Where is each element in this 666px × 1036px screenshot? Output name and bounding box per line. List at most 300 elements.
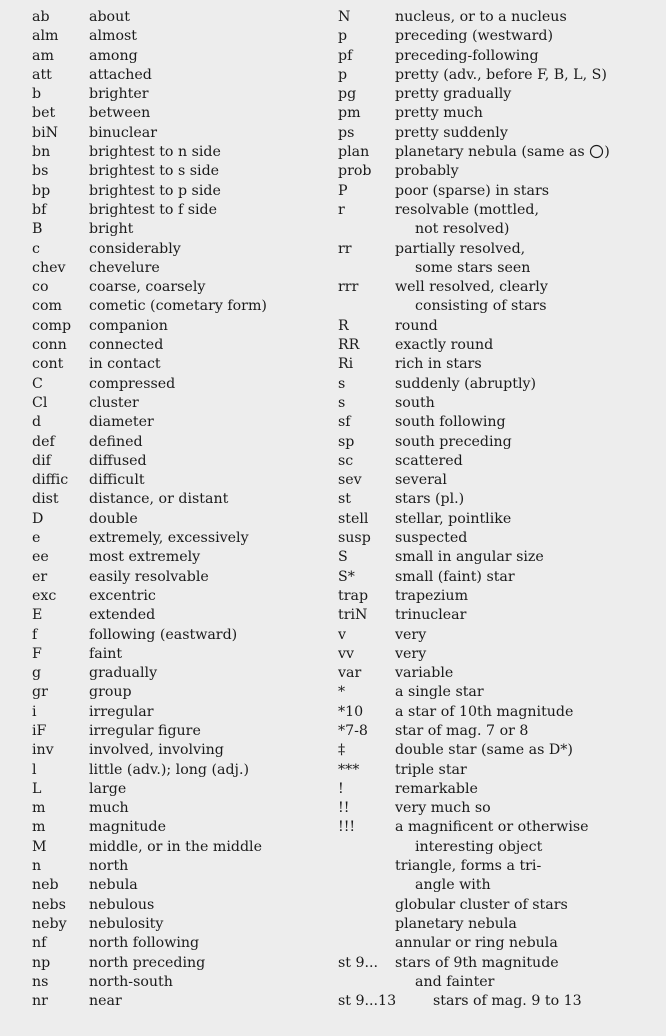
meaning-text: faint: [89, 645, 123, 662]
meaning-text: nebulous: [89, 896, 155, 913]
abbreviation-entry: [32, 8, 332, 27]
abbreviation: n: [32, 858, 42, 875]
abbreviation-entry: [32, 722, 332, 741]
meaning: [89, 818, 332, 837]
abbreviation: ab: [32, 9, 50, 25]
meaning: [89, 857, 332, 876]
abbreviation-entry: [338, 452, 660, 471]
abbreviation-entry: [32, 548, 332, 567]
meaning: [89, 413, 332, 432]
abbreviation-entry: [32, 973, 332, 992]
meaning-text: cluster: [89, 394, 139, 411]
abbreviation-entry: [338, 896, 660, 915]
abbreviation: nr: [32, 993, 48, 1010]
meaning: [395, 548, 660, 567]
meaning: [89, 471, 332, 490]
meaning-text: brightest to n side: [89, 144, 221, 161]
meaning: [395, 471, 660, 490]
meaning-text: very: [395, 645, 427, 662]
abbreviation: conn: [32, 337, 67, 354]
meaning-text: round: [395, 317, 438, 334]
abbreviation: S: [338, 549, 348, 566]
abbreviation: P: [338, 182, 348, 199]
meaning: [89, 143, 332, 162]
abbreviation-entry: [32, 761, 332, 780]
abbreviation: rr: [338, 240, 352, 257]
meaning: [395, 413, 660, 432]
meaning: [395, 27, 660, 46]
abbreviation-entry: [32, 182, 332, 201]
abbreviation: !!!: [338, 819, 356, 836]
abbreviation-entry: [32, 683, 332, 702]
abbreviation: trap: [338, 587, 369, 604]
meaning-text: planetary nebula (same as: [395, 144, 585, 161]
abbreviation: diffic: [32, 472, 69, 489]
abbreviation-entry: [338, 317, 660, 336]
abbreviation: M: [32, 838, 47, 855]
meaning-tail: ): [604, 144, 610, 161]
abbreviation-entry: [32, 471, 332, 490]
abbreviation-entry: [338, 664, 660, 683]
meaning-text: stellar, pointlike: [395, 510, 512, 527]
meaning-text: trinuclear: [395, 607, 467, 624]
meaning: [395, 799, 660, 818]
abbreviation: dif: [32, 452, 51, 469]
abbreviation: sc: [338, 452, 354, 469]
abbreviation: inv: [32, 742, 54, 759]
abbreviation-entry: [338, 47, 660, 66]
meaning-text: several: [395, 472, 447, 489]
meaning-text: difficult: [89, 472, 145, 489]
abbreviation-entry: [338, 799, 660, 818]
abbreviation-entry: [338, 722, 660, 741]
meaning-text: bright: [89, 221, 134, 238]
meaning: [395, 683, 660, 702]
abbreviation-entry: [338, 915, 660, 934]
meaning: [89, 8, 332, 27]
abbreviation: pg: [338, 86, 357, 103]
abbreviation-entry: [338, 606, 660, 625]
meaning-continuation: interesting object: [415, 838, 543, 855]
abbreviation-entry: [338, 182, 660, 201]
abbreviation: com: [32, 298, 62, 315]
meaning-text: south following: [395, 414, 506, 431]
abbreviation: S*: [338, 568, 355, 585]
abbreviation: neby: [32, 915, 67, 932]
meaning: [89, 47, 332, 66]
abbreviation-entry: [32, 490, 332, 509]
meaning-text: most extremely: [89, 549, 201, 566]
abbreviation-entry: [32, 66, 332, 85]
meaning: [89, 548, 332, 567]
abbreviation-entry: [32, 510, 332, 529]
abbreviation-entry: [338, 954, 660, 993]
abbreviation-entry: [32, 375, 332, 394]
abbreviation-entry: [32, 297, 332, 316]
abbreviation: comp: [32, 317, 72, 334]
meaning-text: nebulosity: [89, 915, 164, 932]
abbreviation: var: [338, 665, 362, 682]
meaning-text: attached: [89, 66, 152, 83]
meaning-text: extended: [89, 607, 156, 624]
abbreviation-entry: [32, 104, 332, 123]
meaning: [89, 510, 332, 529]
abbreviation: bs: [32, 163, 49, 180]
abbreviation: sev: [338, 472, 362, 489]
abbreviation-entry: [32, 336, 332, 355]
meaning: [395, 626, 660, 645]
abbreviation-entry: [338, 761, 660, 780]
meaning: [395, 182, 660, 201]
abbreviation-entry: [338, 143, 660, 162]
meaning: [395, 452, 660, 471]
abbreviation-entry: [338, 568, 660, 587]
meaning-text: compressed: [89, 375, 176, 392]
abbreviation: nf: [32, 935, 47, 952]
abbreviation: *: [338, 684, 346, 701]
meaning: [89, 162, 332, 181]
abbreviation-entry: [32, 587, 332, 606]
abbreviation-entry: [338, 780, 660, 799]
meaning: [395, 529, 660, 548]
meaning: [395, 278, 660, 317]
abbreviation: am: [32, 47, 54, 64]
meaning: [395, 954, 660, 993]
abbreviation-entry: [32, 201, 332, 220]
meaning-text: north-south: [89, 973, 173, 990]
abbreviation: susp: [338, 530, 371, 547]
meaning-text: magnitude: [89, 819, 166, 836]
meaning-text: nebula: [89, 877, 138, 894]
meaning: [395, 703, 660, 722]
meaning-text: involved, involving: [89, 742, 224, 759]
meaning: [89, 201, 332, 220]
abbreviation-entry: [32, 394, 332, 413]
meaning: [89, 992, 332, 1011]
meaning-text: diffused: [89, 452, 147, 469]
abbreviation-entry: [32, 954, 332, 973]
abbreviation: nebs: [32, 896, 66, 913]
abbreviation: triN: [338, 607, 368, 624]
meaning: [433, 992, 660, 1011]
abbreviation-entry: [338, 162, 660, 181]
meaning-text: stars of 9th magnitude: [395, 954, 559, 971]
abbreviation-entry: [338, 375, 660, 394]
abbreviation-entry: [338, 857, 660, 896]
meaning-text: group: [89, 684, 132, 701]
meaning: [395, 355, 660, 374]
meaning-text: middle, or in the middle: [89, 838, 262, 855]
abbreviation-entry: [32, 818, 332, 837]
abbreviation-entry: [32, 85, 332, 104]
abbreviation-entry: [32, 240, 332, 259]
abbreviation: m: [32, 819, 46, 836]
abbreviation: vv: [338, 645, 355, 662]
meaning-text: suddenly (abruptly): [395, 375, 537, 392]
meaning: [89, 703, 332, 722]
meaning-text: remarkable: [395, 780, 478, 797]
abbreviation: rrr: [338, 279, 359, 296]
meaning-text: almost: [89, 28, 137, 45]
meaning-text: cometic (cometary form): [89, 298, 267, 315]
meaning-text: scattered: [395, 452, 463, 469]
meaning: [395, 510, 660, 529]
abbreviation: def: [32, 433, 55, 450]
meaning: [89, 838, 332, 857]
abbreviation-entry: [32, 838, 332, 857]
meaning-text: coarse, coarsely: [89, 279, 206, 296]
abbreviation: ‡: [338, 742, 346, 759]
meaning: [89, 626, 332, 645]
meaning: [89, 568, 332, 587]
meaning-text: pretty suddenly: [395, 124, 508, 141]
abbreviation-entry: [32, 220, 332, 239]
meaning: [89, 297, 332, 316]
meaning: [395, 857, 660, 896]
meaning: [89, 317, 332, 336]
meaning: [395, 664, 660, 683]
meaning-text: triangle, forms a tri-: [395, 858, 542, 875]
meaning: [395, 240, 660, 279]
abbreviation: bp: [32, 182, 51, 199]
meaning-text: north following: [89, 935, 200, 952]
meaning-text: nucleus, or to a nucleus: [395, 9, 567, 25]
abbreviation: dist: [32, 491, 59, 508]
meaning-text: easily resolvable: [89, 568, 209, 585]
abbreviation: ***: [338, 761, 360, 778]
meaning: [89, 375, 332, 394]
meaning: [395, 896, 660, 915]
abbreviation-entry: [338, 548, 660, 567]
right-column: [338, 8, 660, 1011]
abbreviation: *10: [338, 703, 364, 720]
meaning: [395, 104, 660, 123]
abbreviation-entry: [338, 818, 660, 857]
abbreviation-entry: [32, 992, 332, 1011]
abbreviation-entry: [338, 394, 660, 413]
abbreviation: neb: [32, 877, 59, 894]
abbreviation: co: [32, 279, 49, 296]
abbreviation-entry: [32, 915, 332, 934]
abbreviation: cont: [32, 356, 64, 373]
abbreviation: p: [338, 66, 348, 83]
meaning-text: defined: [89, 433, 143, 450]
meaning-text: suspected: [395, 530, 468, 547]
meaning: [89, 27, 332, 46]
meaning: [395, 934, 660, 953]
abbreviation-entry: [338, 490, 660, 509]
meaning: [89, 664, 332, 683]
abbreviation: s: [338, 394, 346, 411]
meaning-text: large: [89, 780, 127, 797]
meaning: [89, 259, 332, 278]
abbreviation-entry: [338, 104, 660, 123]
meaning: [395, 8, 660, 27]
abbreviation-entry: [338, 471, 660, 490]
meaning-text: brighter: [89, 86, 149, 103]
abbreviation-entry: [32, 529, 332, 548]
meaning: [89, 645, 332, 664]
meaning-text: brightest to p side: [89, 182, 221, 199]
abbreviation-entry: [338, 413, 660, 432]
meaning: [395, 741, 660, 760]
meaning-continuation: and fainter: [415, 973, 495, 990]
meaning-text: a single star: [395, 684, 484, 701]
abbreviation-entry: [338, 336, 660, 355]
meaning-text: small (faint) star: [395, 568, 515, 585]
meaning-text: extremely, excessively: [89, 530, 249, 547]
left-column: [32, 8, 332, 1011]
abbreviation-entry: [338, 992, 660, 1011]
meaning: [89, 780, 332, 799]
meaning-text: little (adv.); long (adj.): [89, 761, 249, 778]
abbreviation: alm: [32, 28, 59, 45]
meaning-text: pretty (adv., before F, B, L, S): [395, 66, 607, 83]
abbreviation-entry: [32, 703, 332, 722]
meaning-continuation: some stars seen: [415, 259, 531, 276]
meaning-text: brightest to s side: [89, 163, 220, 180]
meaning-text: north preceding: [89, 954, 206, 971]
abbreviation-entry: [32, 124, 332, 143]
meaning-text: irregular figure: [89, 722, 201, 739]
abbreviation: Ri: [338, 356, 354, 373]
meaning: [89, 587, 332, 606]
abbreviation-entry: [32, 626, 332, 645]
meaning-text: triple star: [395, 761, 467, 778]
abbreviation: ps: [338, 124, 355, 141]
meaning-text: excentric: [89, 587, 156, 604]
abbreviation: bet: [32, 105, 56, 122]
abbreviation-entry: [32, 278, 332, 297]
abbreviation: st 9...13: [338, 993, 397, 1010]
meaning: [89, 490, 332, 509]
abbreviation: e: [32, 530, 41, 547]
meaning: [89, 896, 332, 915]
abbreviation: !!: [338, 800, 350, 817]
abbreviation: b: [32, 86, 42, 103]
meaning-continuation: consisting of stars: [415, 298, 547, 315]
abbreviation: exc: [32, 587, 57, 604]
meaning: [89, 954, 332, 973]
abbreviation-entry: [32, 162, 332, 181]
meaning-text: stars (pl.): [395, 491, 465, 508]
abbreviation-entry: [32, 452, 332, 471]
meaning-text: a star of 10th magnitude: [395, 703, 574, 720]
meaning-text: stars of mag. 9 to 13: [433, 993, 582, 1010]
abbreviation: RR: [338, 337, 360, 354]
abbreviation-entry: [32, 934, 332, 953]
meaning: [89, 529, 332, 548]
meaning: [89, 85, 332, 104]
meaning-text: star of mag. 7 or 8: [395, 722, 529, 739]
meaning: [89, 104, 332, 123]
meaning-text: companion: [89, 317, 168, 334]
abbreviation: st: [338, 491, 351, 508]
abbreviation-entry: [32, 780, 332, 799]
meaning: [89, 876, 332, 895]
abbreviation-entry: [338, 355, 660, 374]
abbreviation: r: [338, 201, 345, 218]
meaning: [395, 143, 660, 162]
abbreviation: L: [32, 780, 42, 797]
meaning-text: well resolved, clearly: [395, 279, 548, 296]
abbreviation-entry: [32, 143, 332, 162]
meaning-text: among: [89, 47, 138, 64]
meaning-text: very much so: [395, 800, 491, 817]
abbreviation-entry: [32, 317, 332, 336]
meaning-text: very: [395, 626, 427, 643]
abbreviation: chev: [32, 259, 66, 276]
meaning-text: distance, or distant: [89, 491, 229, 508]
meaning: [395, 201, 660, 240]
meaning-text: a magnificent or otherwise: [395, 819, 589, 836]
abbreviation: d: [32, 414, 42, 431]
abbreviation: B: [32, 221, 43, 238]
meaning-text: pretty gradually: [395, 86, 512, 103]
abbreviation: pm: [338, 105, 361, 122]
meaning: [89, 394, 332, 413]
abbreviation-entry: [338, 433, 660, 452]
meaning: [395, 915, 660, 934]
meaning-text: in contact: [89, 356, 161, 373]
abbreviation-entry: [32, 568, 332, 587]
meaning-continuation: not resolved): [415, 221, 510, 238]
abbreviation-entry: [338, 66, 660, 85]
abbreviation-entry: [32, 896, 332, 915]
meaning-text: connected: [89, 337, 164, 354]
abbreviation-entry: [338, 934, 660, 953]
meaning: [395, 375, 660, 394]
meaning: [395, 722, 660, 741]
meaning: [395, 124, 660, 143]
abbreviation: att: [32, 66, 52, 83]
meaning-text: binuclear: [89, 124, 158, 141]
meaning-continuation: angle with: [415, 877, 491, 894]
meaning: [89, 606, 332, 625]
abbreviation-entry: [338, 8, 660, 27]
abbreviation: f: [32, 626, 38, 643]
meaning-text: north: [89, 858, 129, 875]
meaning-text: much: [89, 800, 129, 817]
meaning-text: between: [89, 105, 151, 122]
abbreviation-entry: [338, 278, 660, 317]
abbreviation: sp: [338, 433, 355, 450]
abbreviation-entry: [32, 645, 332, 664]
meaning-text: gradually: [89, 665, 158, 682]
meaning: [89, 915, 332, 934]
meaning: [89, 220, 332, 239]
meaning: [395, 47, 660, 66]
abbreviation: sf: [338, 414, 351, 431]
meaning-text: globular cluster of stars: [395, 896, 568, 913]
meaning: [395, 587, 660, 606]
meaning: [395, 336, 660, 355]
abbreviation-entry: [32, 664, 332, 683]
abbreviation-entry: [32, 47, 332, 66]
abbreviation-entry: [338, 201, 660, 240]
abbreviation: st 9...: [338, 954, 379, 971]
abbreviation-entry: [338, 587, 660, 606]
abbreviation-entry: [338, 240, 660, 279]
meaning-text: chevelure: [89, 259, 160, 276]
abbreviation-entry: [338, 85, 660, 104]
abbreviation: bn: [32, 144, 51, 161]
abbreviation-entry: [32, 259, 332, 278]
abbreviation: s: [338, 375, 346, 392]
abbreviation-entry: [338, 741, 660, 760]
abbreviation-entry: [338, 27, 660, 46]
abbreviation: ee: [32, 549, 49, 566]
